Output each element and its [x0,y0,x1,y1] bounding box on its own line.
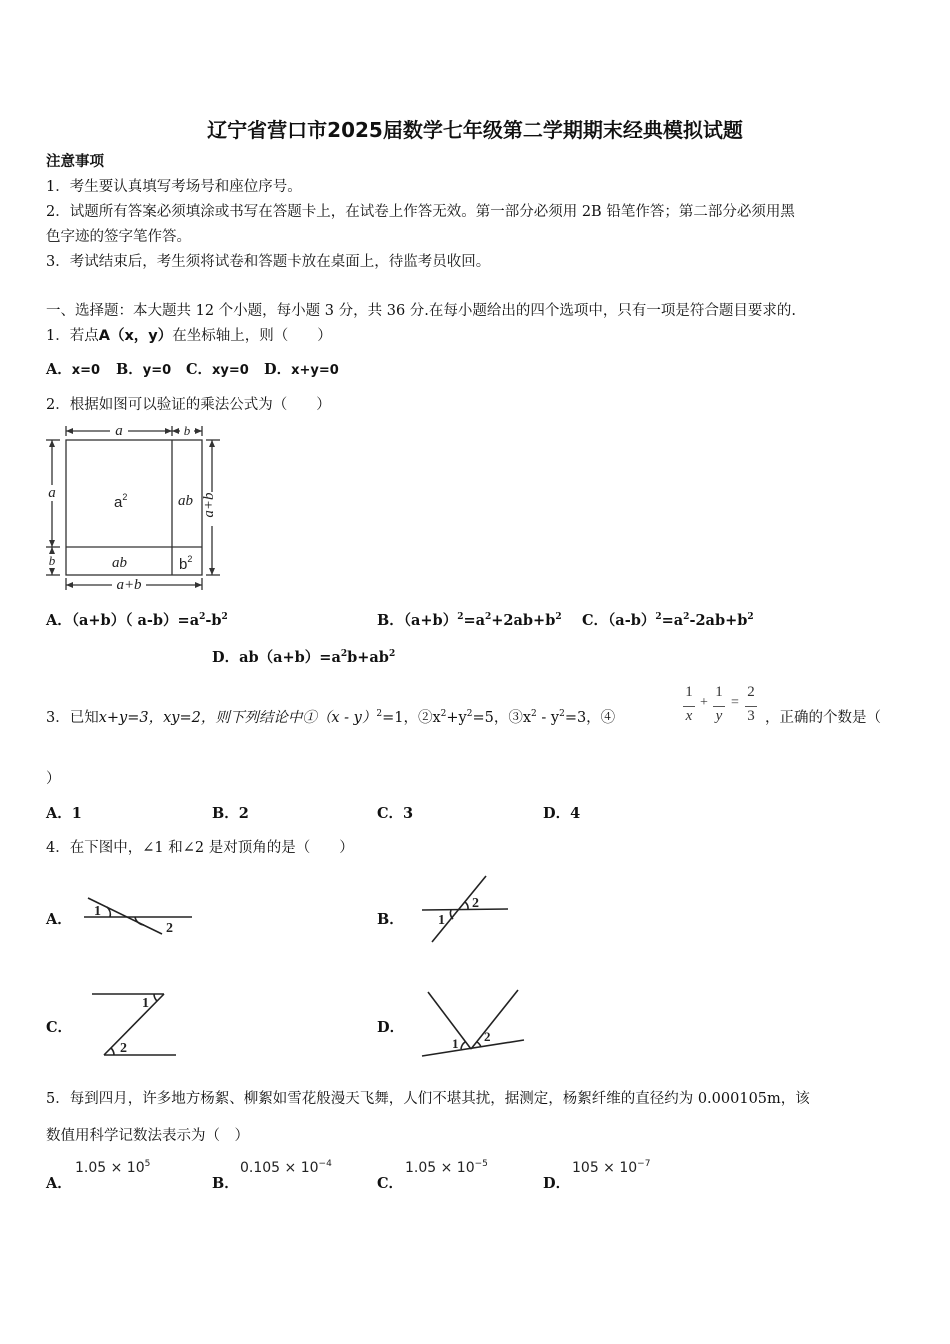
q2-option-d: D．$ab(a+b)=a^2b+ab^2$ [212,649,396,666]
q1-option-a: A．x=0 [46,361,101,378]
fig-cell-ab-bottom: ab [112,555,127,571]
q1-stem: 1．若点A（x，y）在坐标轴上，则（ ） [46,328,332,344]
q2-stem: 2．根据如图可以验证的乘法公式为（ ） [46,397,331,413]
q4-option-d-letter: D． [377,1019,405,1036]
notice-item-2-cont: 色字迹的签字笔作答。 [46,229,191,245]
q4-figure-a [80,892,200,942]
q5-stem-line1: 5．每到四月，许多地方杨絮、柳絮如雪花般漫天飞舞，人们不堪其扰，据测定，杨絮纤维的直径约为 0.000105m，该 [46,1091,810,1107]
q4-figure-c [88,990,188,1060]
q2-option-c: C．$(a-b)^2=a^2-2ab+b^2$ [582,612,754,629]
notice-item-2: 2．试题所有答案必须填涂或书写在答题卡上，在试卷上作答无效。第一部分必须用 2B 铅笔作答；第二部分必须用黑 [46,204,795,220]
q5-option-c-value: $1.05 \times 10^{-5}$ [405,1159,488,1176]
q3-stem-end: ，正确的个数是（ [765,710,881,726]
q5-stem-line2: 数值用科学记数法表示为（ ） [46,1128,249,1144]
fig-top-a: a [115,423,123,439]
fig-cell-b2: $b^2$ [179,554,193,573]
q4-a-angle-1: 1 [94,904,101,919]
q2-option-b: B．$(a+b)^2=a^2+2ab+b^2$ [377,612,562,629]
q4-option-c-letter: C． [46,1019,73,1036]
fig-left-a: a [48,485,56,501]
q4-d-angle-2: 2 [484,1029,491,1044]
notice-item-1: 1．考生要认真填写考场号和座位序号。 [46,179,302,195]
q2-option-a: A．（a+b）（ $a-b)=a^2-b^2$ [46,612,228,629]
q1-option-b: B．y=0 [116,361,172,378]
q3-stem-close: ） [46,771,61,787]
q4-option-a-letter: A． [46,911,72,928]
q3-option-b: B．2 [212,805,249,822]
q4-b-angle-2: 2 [472,896,479,911]
q5-option-d-value: $105 \times 10^{-7}$ [572,1159,651,1176]
q5-option-b-value: $0.105 \times 10^{-4}$ [240,1159,332,1176]
section-heading: 一、选择题：本大题共 12 个小题，每小题 3 分，共 36 分.在每小题给出的四个选项中，只有一项是符合题目要求的. [46,303,796,319]
exam-title: 辽宁省营口市2025届数学七年级第二学期期末经典模拟试题 [207,118,743,142]
q3-option-d: D．4 [543,805,581,822]
notice-item-3: 3．考试结束后，考生须将试卷和答题卡放在桌面上，待监考员收回。 [46,254,491,270]
notice-heading: 注意事项 [46,153,104,170]
fig-bottom-label: a+b [116,577,142,593]
q3-option-a: A．1 [46,805,82,822]
q1-option-c: C．xy=0 [186,361,249,378]
fig-left-b: b [48,553,56,568]
q1-option-d: D．x+y=0 [264,361,339,378]
q4-c-angle-2: 2 [120,1041,127,1056]
q4-b-angle-1: 1 [438,913,445,928]
fig-cell-ab-right: ab [178,493,193,509]
fig-top-b: b [183,423,191,438]
q5-option-a-value: $1.05 \times 10^5$ [75,1159,151,1176]
fig-cell-a2: $a^2$ [114,492,128,511]
q5-option-c-letter: C． [377,1175,404,1192]
q3-option-c: C．3 [377,805,414,822]
q5-option-d-letter: D． [543,1175,571,1192]
q3-stem: 3．已知x+y=3，xy=2，则下列结论中①（x - y）$^2$=1，$②x^2+y^2=5$，$③x^2 - y^2=3$，④ [46,709,616,726]
q4-a-angle-2: 2 [166,921,173,936]
q2-square-figure [40,420,240,593]
q4-c-angle-1: 1 [142,996,149,1011]
q4-figure-d [418,986,538,1066]
q4-option-b-letter: B． [377,911,404,928]
fig-right-label: a+b [201,492,217,518]
q4-d-angle-1: 1 [452,1036,459,1051]
q4-stem: 4．在下图中，∠1 和∠2 是对顶角的是（ ） [46,840,354,856]
q3-fraction-equation: 1 x + 1 y = 2 3 [680,684,764,732]
q5-option-b-letter: B． [212,1175,239,1192]
q4-figure-b [420,874,530,944]
q5-option-a-letter: A． [46,1175,72,1192]
